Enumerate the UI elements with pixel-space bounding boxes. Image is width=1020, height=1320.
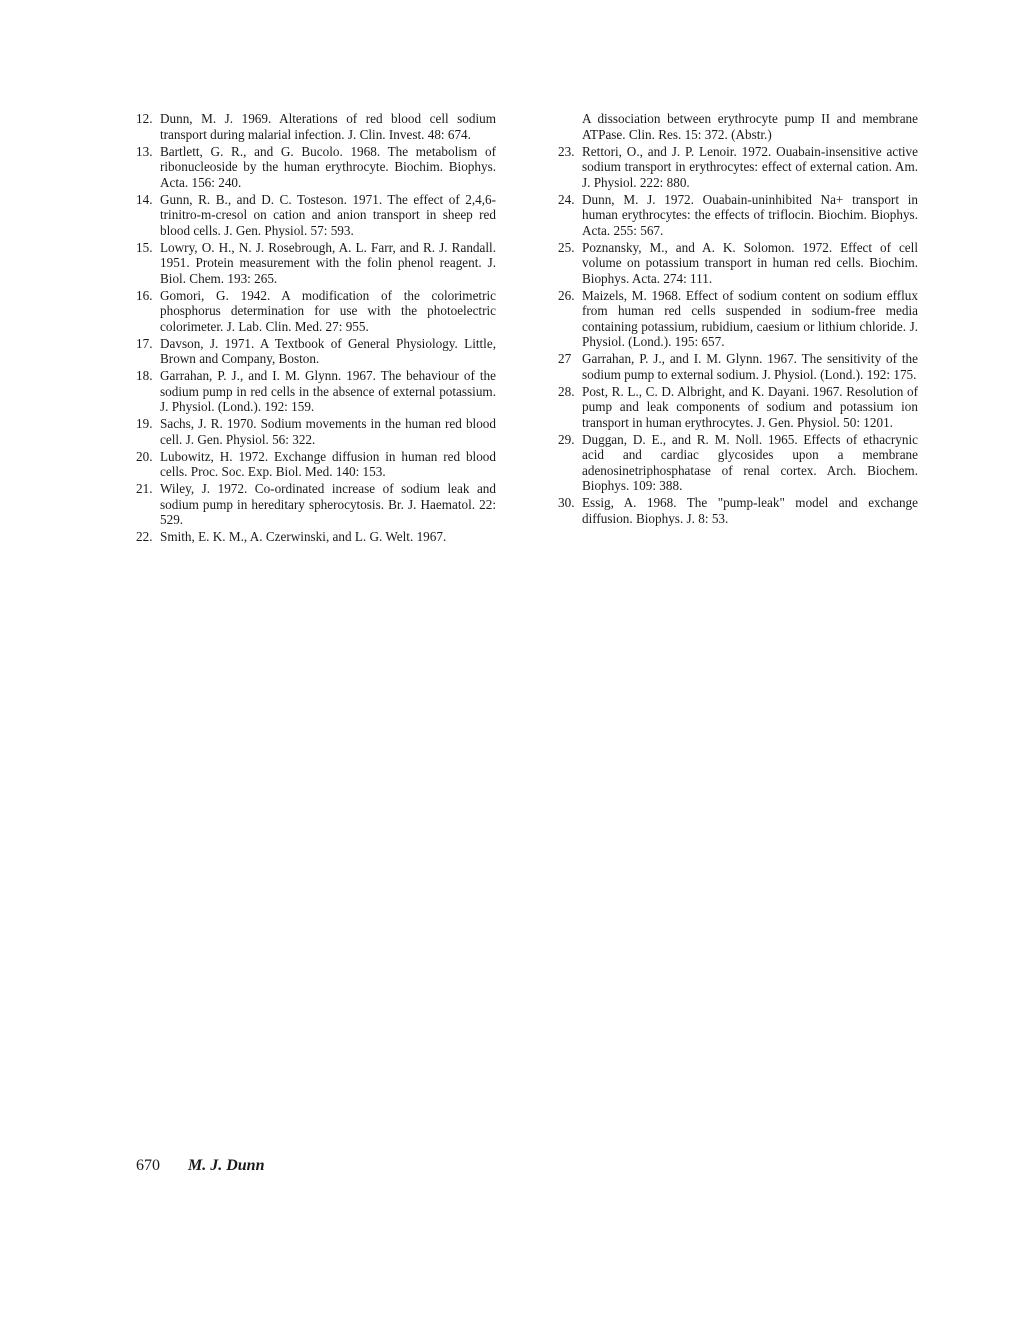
reference-item <box>136 192 496 239</box>
reference-item <box>136 336 496 367</box>
page-footer <box>136 1157 264 1175</box>
reference-number: 25. <box>558 239 575 255</box>
reference-item <box>558 240 918 287</box>
reference-text: Poznansky, M., and A. K. Solomon. 1972. Effect of cell volume on potassium transport in human red cells. Biochim. Biophys. Acta. 274: 111. <box>582 239 918 286</box>
reference-text: Post, R. L., C. D. Albright, and K. Dayani. 1967. Resolution of pump and leak components of sodium and potassium ion transport in human erythrocytes. J. Gen. Physiol. 50: 1201. <box>582 383 918 430</box>
reference-item <box>136 416 496 447</box>
reference-number: 28. <box>558 383 575 399</box>
reference-number: 27 <box>558 351 572 366</box>
reference-item <box>558 495 918 526</box>
reference-number: 24. <box>558 191 575 207</box>
running-author: M. J. Dunn <box>188 1157 265 1174</box>
reference-text: Smith, E. K. M., A. Czerwinski, and L. G. Welt. 1967. <box>160 529 447 544</box>
reference-number: 20. <box>136 448 153 464</box>
reference-item <box>558 288 918 350</box>
reference-text: Gomori, G. 1942. A modification of the colorimetric phosphorus determination for use with the photoelectric colorimeter. J. Lab. Clin. Med. 27: 955. <box>160 287 496 334</box>
reference-item <box>558 432 918 494</box>
reference-number: 16. <box>136 287 153 303</box>
reference-text: Sachs, J. R. 1970. Sodium movements in the human red blood cell. J. Gen. Physiol. 56: 322. <box>160 416 496 447</box>
reference-item <box>558 192 918 239</box>
reference-item <box>136 144 496 191</box>
reference-number: 19. <box>136 416 153 431</box>
reference-text: Rettori, O., and J. P. Lenoir. 1972. Ouabain-insensitive active sodium transport in erythrocytes: effect of external cation. Am. J. Physiol. 222: 880. <box>582 143 918 190</box>
reference-number: 18. <box>136 368 153 383</box>
reference-number: 17. <box>136 335 153 351</box>
reference-item <box>558 384 918 431</box>
reference-item <box>136 449 496 480</box>
reference-text: Dunn, M. J. 1969. Alterations of red blood cell sodium transport during malarial infection. J. Clin. Invest. 48: 674. <box>160 111 496 142</box>
reference-item <box>136 240 496 287</box>
reference-number: 21. <box>136 481 153 496</box>
reference-text: Garrahan, P. J., and I. M. Glynn. 1967. The behaviour of the sodium pump in red cells in the absence of external potassium. J. Physiol. (Lond.). 192: 159. <box>160 368 496 414</box>
reference-text: Dunn, M. J. 1972. Ouabain-uninhibited Na+ transport in human erythrocytes: the effects of triflocin. Biochim. Biophys. Acta. 255: 567. <box>582 191 918 238</box>
references-right-column <box>558 111 918 528</box>
references-left-column <box>136 111 496 546</box>
reference-text: Davson, J. 1971. A Textbook of General Physiology. Little, Brown and Company, Boston. <box>160 335 496 366</box>
reference-text: Lubowitz, H. 1972. Exchange diffusion in human red blood cells. Proc. Soc. Exp. Biol. Med. 140: 153. <box>160 448 496 479</box>
reference-text: Duggan, D. E., and R. M. Noll. 1965. Effects of ethacrynic acid and cardiac glycosides upon a membrane adenosinetriphosphatase of renal cortex. Arch. Biochem. Biophys. 109: 388. <box>582 431 918 493</box>
reference-text: Essig, A. 1968. The "pump-leak" model and exchange diffusion. Biophys. J. 8: 53. <box>582 495 918 526</box>
reference-text: Lowry, O. H., N. J. Rosebrough, A. L. Farr, and R. J. Randall. 1951. Protein measurement with the folin phenol reagent. J. Biol. Chem. 193: 265. <box>160 239 496 286</box>
reference-text: Bartlett, G. R., and G. Bucolo. 1968. The metabolism of ribonucleoside by the human erythrocyte. Biochim. Biophys. Acta. 156: 240. <box>160 143 496 190</box>
reference-item <box>558 144 918 191</box>
reference-number: 22. <box>136 529 153 544</box>
reference-number: 12. <box>136 111 153 126</box>
reference-continuation: A dissociation between erythrocyte pump II and membrane ATPase. Clin. Res. 15: 372. (Abstr.) <box>582 111 918 142</box>
reference-number: 23. <box>558 143 575 159</box>
reference-item <box>136 368 496 415</box>
reference-number: 29. <box>558 431 575 447</box>
reference-text: Wiley, J. 1972. Co-ordinated increase of sodium leak and sodium pump in hereditary spherocytosis. Br. J. Haematol. 22: 529. <box>160 481 496 527</box>
reference-text: Maizels, M. 1968. Effect of sodium content on sodium efflux from human red cells suspended in sodium-free media containing potassium, rubidium, caesium or lithium chloride. J. Physiol. (Lond.). 195: 657. <box>582 287 918 349</box>
reference-item <box>136 288 496 335</box>
reference-text: Gunn, R. B., and D. C. Tosteson. 1971. The effect of 2,4,6-trinitro-m-cresol on cation and anion transport in sheep red blood cells. J. Gen. Physiol. 57: 593. <box>160 191 496 238</box>
reference-number: 26. <box>558 287 575 303</box>
reference-item <box>136 111 496 142</box>
reference-item <box>136 481 496 528</box>
reference-number: 15. <box>136 239 153 255</box>
reference-text: Garrahan, P. J., and I. M. Glynn. 1967. The sensitivity of the sodium pump to external sodium. J. Physiol. (Lond.). 192: 175. <box>582 351 918 382</box>
reference-number: 13. <box>136 143 153 159</box>
reference-number: 30. <box>558 495 575 510</box>
reference-number: 14. <box>136 191 153 207</box>
page-number: 670 <box>136 1157 160 1174</box>
reference-item <box>136 529 496 545</box>
reference-item <box>558 351 918 382</box>
